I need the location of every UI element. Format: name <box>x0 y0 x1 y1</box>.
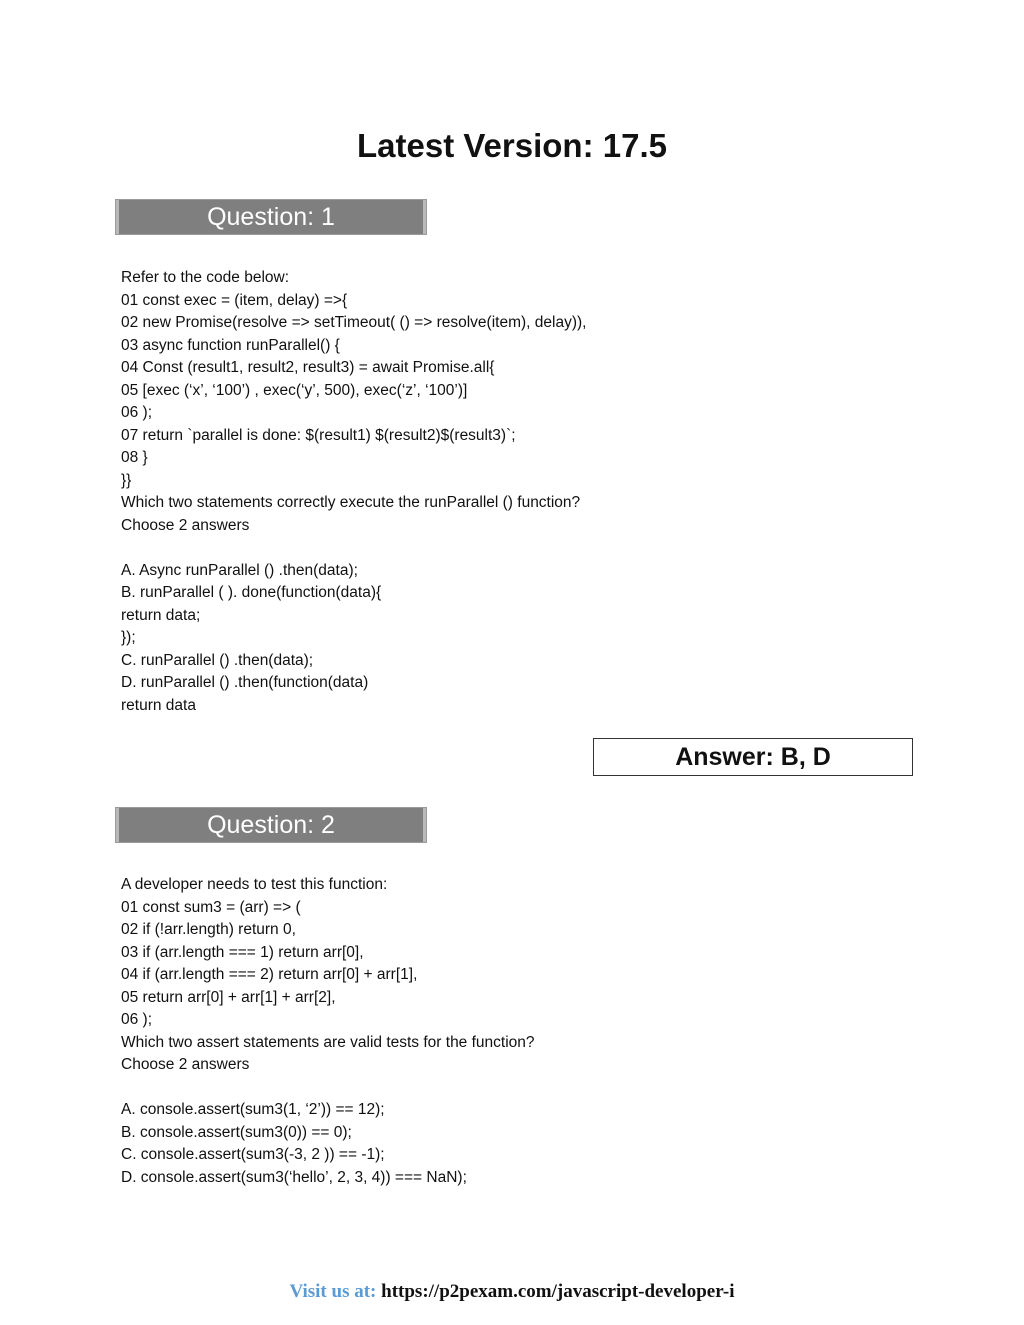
question-2-line: Choose 2 answers <box>121 1056 250 1073</box>
question-2-line: 02 if (!arr.length) return 0, <box>121 921 296 938</box>
question-1-spacer <box>121 537 901 560</box>
question-1-option-c: C. runParallel () .then(data); <box>121 651 314 669</box>
question-2-line: Which two assert statements are valid tests for the function? <box>121 1033 535 1051</box>
question-1-line: }); <box>121 629 136 646</box>
question-2-heading-bar <box>115 807 427 843</box>
question-2-option-c: C. console.assert(sum3(-3, 2 )) == -1); <box>121 1146 385 1163</box>
question-1-option-d: D. runParallel () .then(function(data) <box>121 674 369 691</box>
question-1-line: 04 Const (result1, result2, result3) = await Promise.all{ <box>121 359 495 376</box>
question-1-line: 02 new Promise(resolve => setTimeout( () => resolve(item), delay)), <box>121 314 587 331</box>
question-2-line: A developer needs to test this function: <box>121 876 388 893</box>
question-1-line: 01 const exec = (item, delay) =>{ <box>121 291 348 309</box>
question-2-line: 06 ); <box>121 1011 153 1028</box>
question-2-line: 04 if (arr.length === 2) return arr[0] + arr[1], <box>121 966 418 983</box>
question-1-line: }} <box>121 471 132 489</box>
question-1-line: Choose 2 answers <box>121 516 250 534</box>
question-1-line: return data <box>121 696 196 714</box>
question-2-line: 05 return arr[0] + arr[1] + arr[2], <box>121 988 336 1006</box>
footer-url-link[interactable]: https://p2pexam.com/javascript-developer-i <box>381 1281 735 1302</box>
question-2-spacer <box>121 1077 901 1100</box>
question-1-line: 08 } <box>121 449 148 466</box>
question-2-body <box>121 874 901 1189</box>
question-1-line: return data; <box>121 606 201 624</box>
question-1-line: 06 ); <box>121 404 153 421</box>
question-1-line: 03 async function runParallel() { <box>121 336 340 354</box>
question-1-heading-bar <box>115 199 427 235</box>
question-2-option-b: B. console.assert(sum3(0)) == 0); <box>121 1123 352 1141</box>
question-1-line: 07 return `parallel is done: $(result1) $(result2)$(result3)`; <box>121 426 516 444</box>
question-2-option-a: A. console.assert(sum3(1, ‘2’)) == 12); <box>121 1101 385 1118</box>
question-1-answer: Answer: B, D <box>593 738 913 776</box>
question-1-body <box>121 267 901 717</box>
question-2-option-d: D. console.assert(sum3(‘hello’, 2, 3, 4)) === NaN); <box>121 1168 467 1186</box>
page-title: Latest Version: 17.5 <box>357 127 667 164</box>
question-1-line: Refer to the code below: <box>121 269 290 286</box>
question-2-line: 01 const sum3 = (arr) => ( <box>121 898 301 916</box>
question-1-line: 05 [exec (‘x’, ‘100’) , exec(‘y’, 500), exec(‘z’, ‘100’)] <box>121 381 468 399</box>
footer-label: Visit us at: <box>289 1281 377 1302</box>
question-1-heading: Question: 1 <box>207 203 335 231</box>
question-2-line: 03 if (arr.length === 1) return arr[0], <box>121 943 364 961</box>
question-1-option-b: B. runParallel ( ). done(function(data){ <box>121 584 382 601</box>
footer <box>0 1281 1024 1303</box>
question-2-heading: Question: 2 <box>207 811 335 839</box>
question-1-option-a: A. Async runParallel () .then(data); <box>121 561 358 579</box>
question-1-line: Which two statements correctly execute the runParallel () function? <box>121 494 581 511</box>
